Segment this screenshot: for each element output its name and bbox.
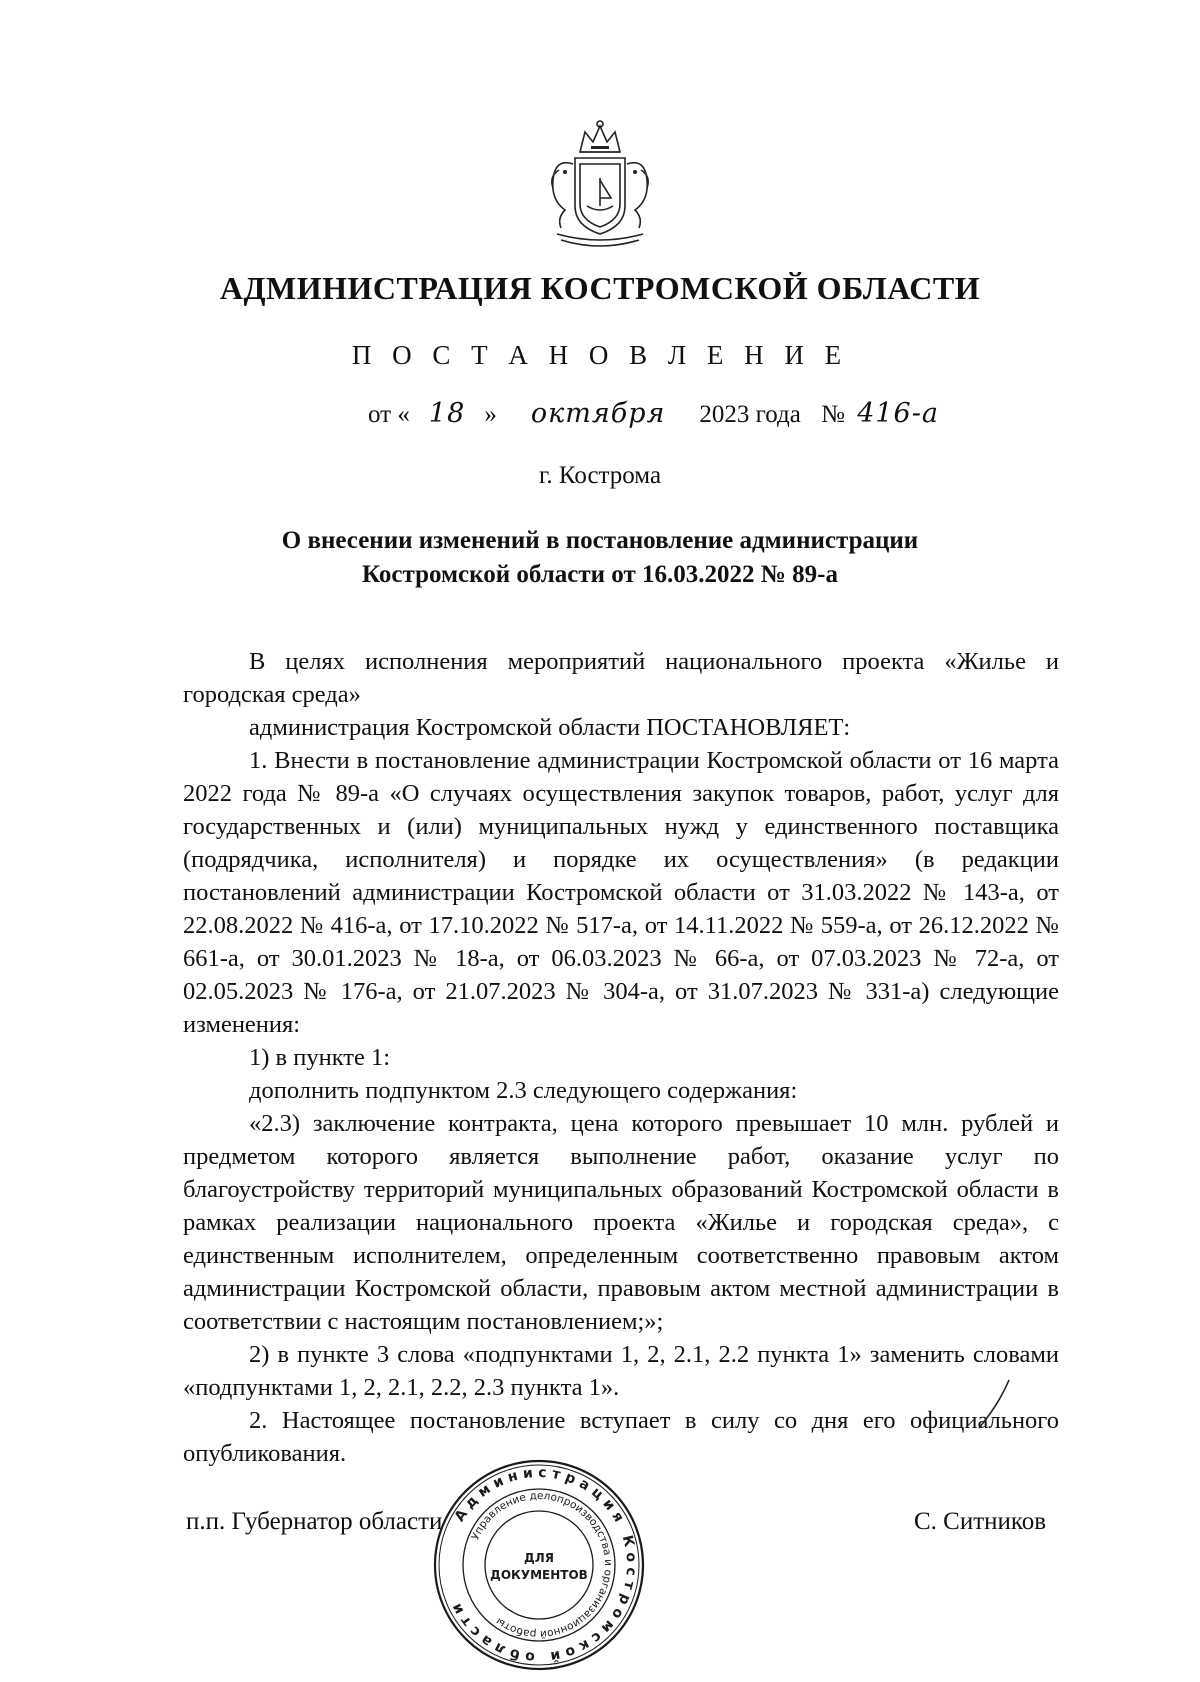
body-paragraph: дополнить подпунктом 2.3 следующего содержания:: [249, 1077, 798, 1104]
seal-outer-text: Администрация Костромской области: [446, 1464, 640, 1666]
number-sign: №: [821, 401, 845, 428]
document-subject: [200, 524, 1000, 592]
city: г. Кострома: [538, 462, 662, 489]
document-date-line: [368, 398, 939, 429]
subject-line-1: О внесении изменений в постановление администрации: [281, 527, 919, 554]
date-month: октября: [530, 398, 666, 429]
coat-of-arms-icon: [535, 118, 665, 250]
document-body: [183, 645, 1059, 1470]
document-number: 416-а: [857, 398, 939, 429]
body-paragraph: «2.3) заключение контракта, цена которого превышает 10 млн. рублей и предметом которого является выполнение работ, оказание услуг по благоустройству территорий муниципальных образований Костромской области в рамках реализации национального проекта «Жилье и городская среда», с единственным исполнителем, определенным соответственно правовым актом администрации Костромской области, правовым актом местной администрации в соответствии с настоящим постановлением;»;: [183, 1110, 1059, 1335]
date-prefix: от «: [368, 401, 410, 428]
signatory-name: С. Ситников: [914, 1508, 1047, 1535]
seal-center-line-1: ДЛЯ: [524, 1551, 554, 1565]
date-quote-close: »: [484, 401, 497, 428]
body-paragraph: В целях исполнения мероприятий национального проекта «Жилье и городская среда»: [183, 648, 1059, 708]
subject-line-2: Костромской области от 16.03.2022 № 89-а: [362, 561, 838, 588]
official-seal-stamp: [432, 1458, 646, 1672]
body-paragraph: 2) в пункте 3 слова «подпунктами 1, 2, 2.1, 2.2 пункта 1» заменить словами «подпунктами 1, 2, 2.1, 2.2, 2.3 пункта 1».: [183, 1341, 1059, 1401]
document-type: П О С Т А Н О В Л Е Н И Е: [351, 340, 849, 370]
signatory-position: п.п. Губернатор области: [186, 1508, 443, 1535]
body-paragraph: 2. Настоящее постановление вступает в силу со дня его официального опубликования.: [183, 1407, 1059, 1467]
body-paragraph: администрация Костромской области ПОСТАНОВЛЯЕТ:: [249, 714, 851, 741]
date-day: 18: [428, 398, 466, 429]
handwritten-mark-icon: [975, 1378, 1015, 1432]
seal-inner-text: Управление делопроизводства и организационной работы: [469, 1489, 615, 1641]
date-year: 2023 года: [699, 401, 801, 428]
seal-center-line-2: ДОКУМЕНТОВ: [490, 1568, 588, 1582]
body-paragraph: 1. Внести в постановление администрации Костромской области от 16 марта 2022 года № 89-а «О случаях осуществления закупок товаров, работ, услуг для государственных и (или) муниципальных нужд у единственного поставщика (подрядчика, исполнителя) и порядке их осуществления» (в редакции постановлений администрации Костромской области от 31.03.2022 № 143-а, от 22.08.2022 № 416-а, от 17.10.2022 № 517-а, от 14.11.2022 № 559-а, от 26.12.2022 № 661-а, от 30.01.2023 № 18-а, от 06.03.2023 № 66-а, от 07.03.2023 № 72-а, от 02.05.2023 № 176-а, от 21.07.2023 № 304-а, от 31.07.2023 № 331-а) следующие изменения:: [183, 747, 1059, 1038]
body-paragraph: 1) в пункте 1:: [249, 1044, 391, 1071]
organization-title: АДМИНИСТРАЦИЯ КОСТРОМСКОЙ ОБЛАСТИ: [219, 270, 981, 306]
